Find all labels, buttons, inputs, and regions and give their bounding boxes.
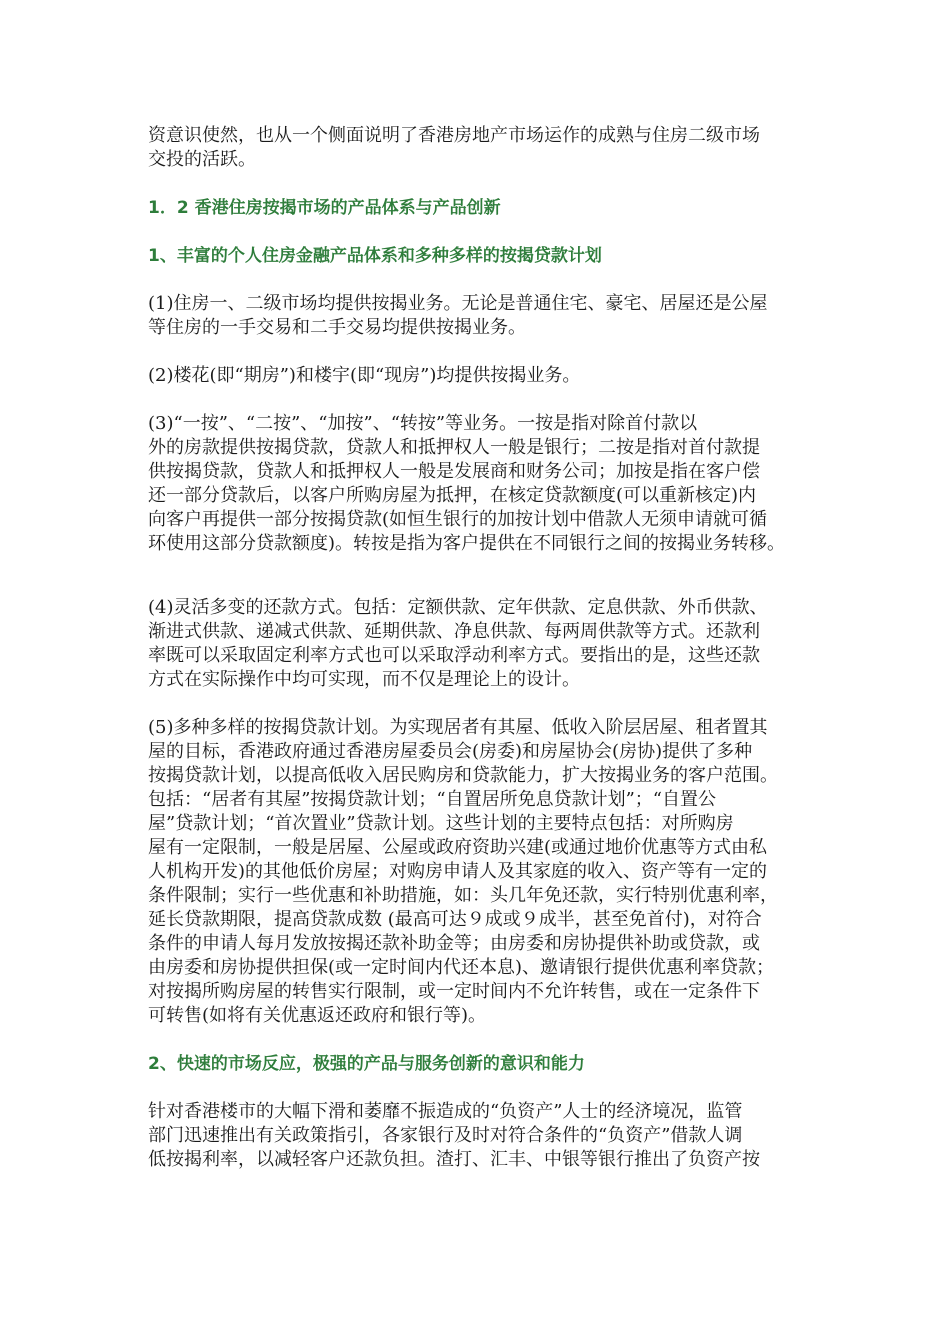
text-line: 交投的活跃。	[148, 149, 256, 170]
text-line: 对按揭所购房屋的转售实行限制，或一定时间内不允许转售，或在一定条件下	[148, 981, 760, 1002]
paragraph-item-3	[148, 412, 820, 556]
text-line: 屋”贷款计划；“首次置业”贷款计划。这些计划的主要特点包括：对所购房	[148, 813, 734, 834]
subsection-heading-2: 2、快速的市场反应，极强的产品与服务创新的意识和能力	[148, 1054, 585, 1074]
text-line: (4)灵活多变的还款方式。包括：定额供款、定年供款、定息供款、外币供款、	[148, 597, 768, 618]
text-line: 率既可以采取固定利率方式也可以采取浮动利率方式。要指出的是，这些还款	[148, 645, 760, 666]
text-line: (1)住房一、二级市场均提供按揭业务。无论是普通住宅、豪宅、居屋还是公屋	[148, 293, 768, 314]
text-line: 渐进式供款、递减式供款、延期供款、净息供款、每两周供款等方式。还款利	[148, 621, 760, 642]
document-body	[148, 124, 820, 1172]
paragraph-item-4	[148, 596, 820, 692]
paragraph-item-5	[148, 716, 820, 1028]
text-line: 外的房款提供按揭贷款，贷款人和抵押权人一般是银行；二按是指对首付款提	[148, 437, 760, 458]
text-line: (3)“一按”、“二按”、“加按”、“转按”等业务。一按是指对除首付款以	[148, 413, 698, 434]
text-line: (2)楼花(即“期房”)和楼宇(即“现房”)均提供按揭业务。	[148, 365, 581, 386]
text-line: 可转售(如将有关优惠返还政府和银行等)。	[148, 1005, 487, 1026]
paragraph-item-1	[148, 292, 820, 340]
text-line: 环使用这部分贷款额度)。转按是指为客户提供在不同银行之间的按揭业务转移。	[148, 533, 786, 554]
text-line: 针对香港楼市的大幅下滑和萎靡不振造成的“负资产”人士的经济境况，监管	[148, 1101, 743, 1122]
text-line: 方式在实际操作中均可实现，而不仅是理论上的设计。	[148, 669, 580, 690]
text-line: 屋的目标，香港政府通过香港房屋委员会(房委)和房屋协会(房协)提供了多种	[148, 741, 753, 762]
text-line: 还一部分贷款后，以客户所购房屋为抵押，在核定贷款额度(可以重新核定)内	[148, 485, 757, 506]
text-line: 向客户再提供一部分按揭贷款(如恒生银行的加按计划中借款人无须申请就可循	[148, 509, 768, 530]
text-line: 等住房的一手交易和二手交易均提供按揭业务。	[148, 317, 526, 338]
subsection-heading-1: 1、丰富的个人住房金融产品体系和多种多样的按揭贷款计划	[148, 246, 602, 266]
text-line: 低按揭利率，以减轻客户还款负担。渣打、汇丰、中银等银行推出了负资产按	[148, 1149, 760, 1170]
paragraph-negative-equity	[148, 1100, 820, 1172]
text-line: 部门迅速推出有关政策指引，各家银行及时对符合条件的“负资产”借款人调	[148, 1125, 743, 1146]
paragraph-item-2	[148, 364, 820, 388]
text-line: 人机构开发)的其他低价房屋；对购房申请人及其家庭的收入、资产等有一定的	[148, 861, 768, 882]
text-line: 由房委和房协提供担保(或一定时间内代还本息)、邀请银行提供优惠利率贷款；	[148, 957, 775, 978]
text-line: 条件的申请人每月发放按揭还款补助金等；由房委和房协提供补助或贷款，或	[148, 933, 760, 954]
text-line: (5)多种多样的按揭贷款计划。为实现居者有其屋、低收入阶层居屋、租者置其	[148, 717, 768, 738]
section-heading-1-2: 1．2 香港住房按揭市场的产品体系与产品创新	[148, 198, 501, 218]
text-line: 按揭贷款计划，以提高低收入居民购房和贷款能力，扩大按揭业务的客户范围。	[148, 765, 778, 786]
text-line: 延长贷款期限，提高贷款成数 (最高可达９成或９成半，甚至免首付)，对符合	[148, 909, 762, 930]
text-line: 条件限制；实行一些优惠和补助措施，如：头几年免还款，实行特别优惠利率，	[148, 885, 778, 906]
text-line: 资意识使然，也从一个侧面说明了香港房地产市场运作的成熟与住房二级市场	[148, 125, 760, 146]
text-line: 供按揭贷款，贷款人和抵押权人一般是发展商和财务公司；加按是指在客户偿	[148, 461, 760, 482]
text-line: 包括：“居者有其屋”按揭贷款计划；“自置居所免息贷款计划”；“自置公	[148, 789, 717, 810]
paragraph-intro-continuation	[148, 124, 820, 172]
text-line: 屋有一定限制，一般是居屋、公屋或政府资助兴建(或通过地价优惠等方式由私	[148, 837, 768, 858]
